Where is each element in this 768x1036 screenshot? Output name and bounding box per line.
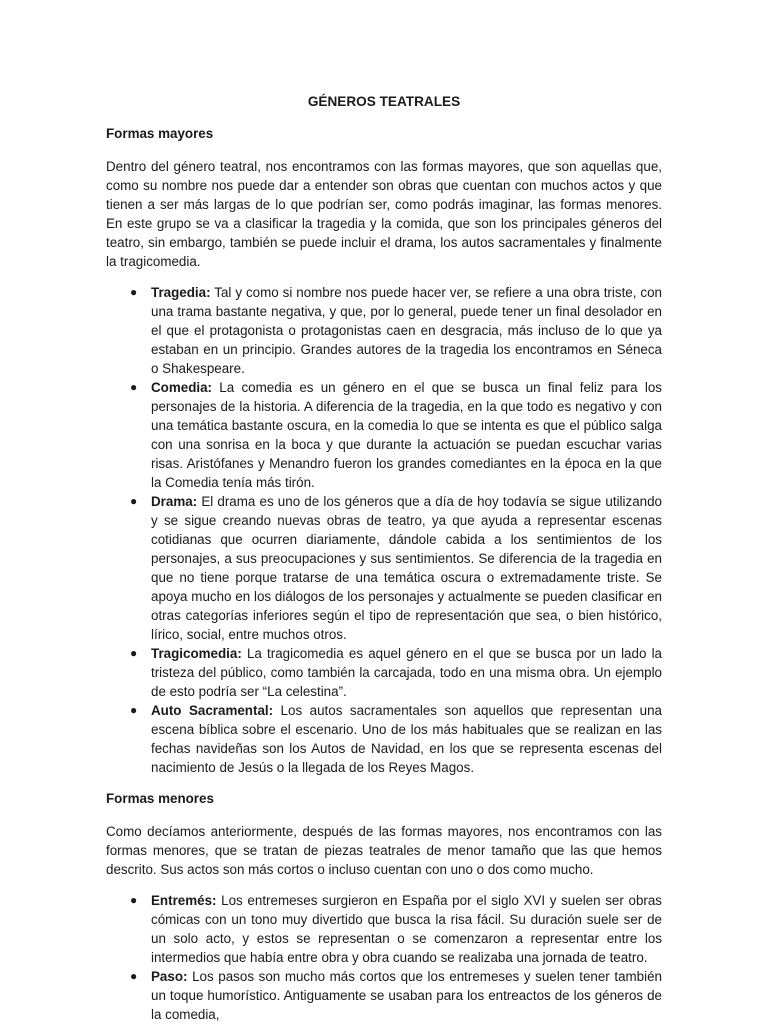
term-label: Auto Sacramental: (151, 703, 274, 718)
term-description: La tragicomedia es aquel género en el que se busca por un lado la tristeza del público, como también la carcajada, todo en una misma obra. Un ejemplo de esto podría ser “La celestina”. (151, 646, 662, 699)
bullet-icon: ● (130, 893, 138, 907)
section-heading-formas-mayores: Formas mayores (106, 126, 214, 141)
list-item-comedia (106, 378, 662, 492)
document-page (106, 92, 662, 1036)
term-label: Tragicomedia: (151, 646, 242, 661)
section-heading-formas-menores: Formas menores (106, 791, 214, 806)
bullet-icon: ● (130, 703, 138, 717)
list-item-tragedia (106, 283, 662, 378)
bullet-list-formas-menores (106, 891, 662, 1024)
bullet-icon: ● (130, 380, 138, 394)
document-title: GÉNEROS TEATRALES (307, 94, 461, 109)
bullet-list-formas-mayores (106, 283, 662, 777)
term-description: El drama es uno de los géneros que a día de hoy todavía se sigue utilizando y se sigue creando nuevas obras de teatro, ya que ayuda a representar escenas cotidianas que ocurren diariamente, dándole cabida a los sentimientos de los personajes, a sus preocupaciones y sus sentimientos. Se diferencia de la tragedia en que no tiene porque tratarse de una temática oscura o extremadamente triste. Se apoya mucho en los diálogos de los personajes y actualmente se pueden clasificar en otras categorías inferiores según el tipo de representación que sea, o bien histórico, lírico, social, entre muchos otros. (151, 494, 662, 642)
section-intro-formas-menores: Como decíamos anteriormente, después de las formas mayores, nos encontramos con las formas menores, que se tratan de piezas teatrales de menor tamaño que las que hemos descrito. Sus actos son más cortos o incluso cuentan con uno o dos como mucho. (106, 824, 662, 877)
term-label: Paso: (151, 969, 188, 984)
term-description: Los autos sacramentales son aquellos que representan una escena bíblica sobre el escenario. Uno de los más habituales que se realizan en las fechas navideñas son los Autos de Navidad, en los que se representa escenas del nacimiento de Jesús o la llegada de los Reyes Magos. (151, 703, 662, 775)
term-description: Tal y como si nombre nos puede hacer ver, se refiere a una obra triste, con una trama bastante negativa, y que, por lo general, puede tener un final desolador en el que el protagonista o protagonistas caen en desgracia, más incluso de lo que ya estaban en un principio. Grandes autores de la tragedia los encontramos en Séneca o Shakespeare. (151, 285, 662, 376)
bullet-icon: ● (130, 285, 138, 299)
term-description: Los entremeses surgieron en España por el siglo XVI y suelen ser obras cómicas con un tono muy divertido que busca la risa fácil. Su duración suele ser de un solo acto, y estos se representan o se comenzaron a representar entre los intermedios que había entre obra y obra cuando se realizaba una jornada de teatro. (151, 893, 662, 965)
term-description: Los pasos son mucho más cortos que los entremeses y suelen tener también un toque humorístico. Antiguamente se usaban para los entreactos de los géneros de la comedia, (151, 969, 662, 1022)
list-item-drama (106, 492, 662, 644)
term-description: La comedia es un género en el que se busca un final feliz para los personajes de la historia. A diferencia de la tragedia, en la que todo es negativo y con una temática bastante oscura, en la comedia lo que se intenta es que el público salga con una sonrisa en la boca y que durante la actuación se puedan escuchar varias risas. Aristófanes y Menandro fueron los grandes comediantes en la época en la que la Comedia tenía más tirón. (151, 380, 662, 490)
term-label: Entremés: (151, 893, 217, 908)
term-label: Comedia: (151, 380, 213, 395)
list-item-tragicomedia (106, 644, 662, 701)
section-intro-formas-mayores: Dentro del género teatral, nos encontramos con las formas mayores, que son aquellas que, como su nombre nos puede dar a entender son obras que cuentan con muchos actos y que tienen a ser más largas de lo que podrían ser, como podrás imaginar, las formas menores. En este grupo se va a clasificar la tragedia y la comida, que son los principales géneros del teatro, sin embargo, también se puede incluir el drama, los autos sacramentales y finalmente la tragicomedia. (106, 159, 662, 269)
list-item-auto-sacramental (106, 701, 662, 777)
term-label: Drama: (151, 494, 198, 509)
bullet-icon: ● (130, 646, 138, 660)
bullet-icon: ● (130, 494, 138, 508)
list-item-entremes (106, 891, 662, 967)
term-label: Tragedia: (151, 285, 211, 300)
list-item-paso (106, 967, 662, 1024)
bullet-icon: ● (130, 969, 138, 983)
